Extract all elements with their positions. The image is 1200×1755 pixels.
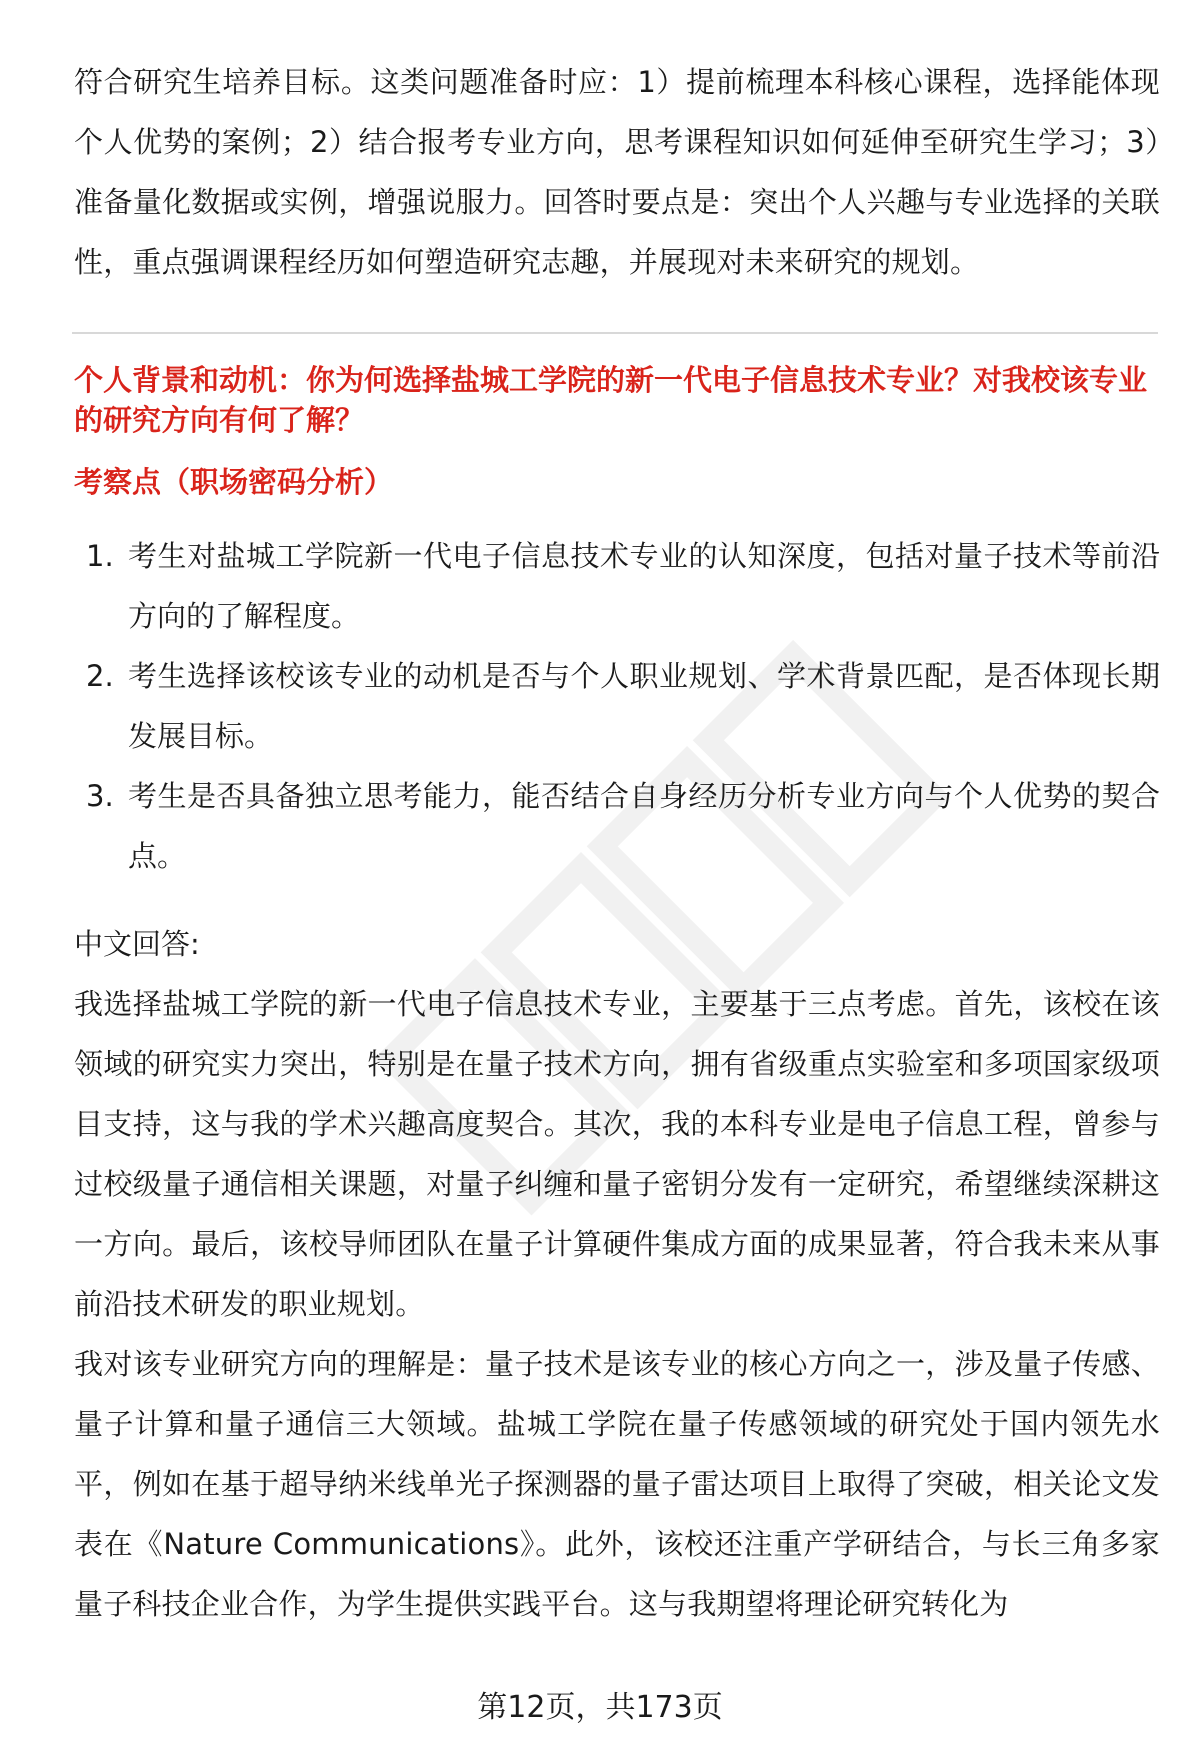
exam-points-list xyxy=(74,526,1160,886)
answer-paragraph: 我选择盐城工学院的新一代电子信息技术专业，主要基于三点考虑。首先，该校在该领域的研究实力突出，特别是在量子技术方向，拥有省级重点实验室和多项国家级项目支持，这与我的学术兴趣高度契合。其次，我的本科专业是电子信息工程，曾参与过校级量子通信相关课题，对量子纠缠和量子密钥分发有一定研究，希望继续深耕这一方向。最后，该校导师团队在量子计算硬件集成方面的成果显著，符合我未来从事前沿技术研发的职业规划。 xyxy=(74,987,1160,1321)
list-item-text: 考生是否具备独立思考能力，能否结合自身经历分析专业方向与个人优势的契合点。 xyxy=(128,779,1160,873)
document-page xyxy=(74,52,1160,1634)
list-item-number: 2. xyxy=(86,659,114,693)
section-divider xyxy=(72,332,1158,334)
intro-paragraph: 符合研究生培养目标。这类问题准备时应：1）提前梳理本科核心课程，选择能体现个人优势的案例；2）结合报考专业方向，思考课程知识如何延伸至研究生学习；3）准备量化数据或实例，增强说服力。回答时要点是：突出个人兴趣与专业选择的关联性，重点强调课程经历如何塑造研究志趣，并展现对未来研究的规划。 xyxy=(74,65,1160,279)
list-item-text: 考生选择该校该专业的动机是否与个人职业规划、学术背景匹配，是否体现长期发展目标。 xyxy=(128,659,1160,753)
answer-paragraph: 我对该专业研究方向的理解是：量子技术是该专业的核心方向之一，涉及量子传感、量子计算和量子通信三大领域。盐城工学院在量子传感领域的研究处于国内领先水平，例如在基于超导纳米线单光子探测器的量子雷达项目上取得了突破，相关论文发表在《Nature Communications》。此外，该校还注重产学研结合，与长三角多家量子科技企业合作，为学生提供实践平台。这与我期望将理论研究转化为 xyxy=(74,1347,1160,1621)
list-item xyxy=(74,646,1160,766)
list-item-text: 考生对盐城工学院新一代电子信息技术专业的认知深度，包括对量子技术等前沿方向的了解程度。 xyxy=(128,539,1160,633)
list-item-number: 3. xyxy=(86,779,114,813)
page-number-footer: 第12页，共173页 xyxy=(477,1690,723,1725)
list-item-number: 1. xyxy=(86,539,114,573)
answer-label: 中文回答: xyxy=(74,927,200,961)
question-heading: 个人背景和动机：你为何选择盐城工学院的新一代电子信息技术专业？对我校该专业的研究方向有何了解？ xyxy=(74,363,1148,437)
list-item xyxy=(74,526,1160,646)
list-item xyxy=(74,766,1160,886)
exam-points-heading: 考察点（职场密码分析） xyxy=(74,465,394,499)
